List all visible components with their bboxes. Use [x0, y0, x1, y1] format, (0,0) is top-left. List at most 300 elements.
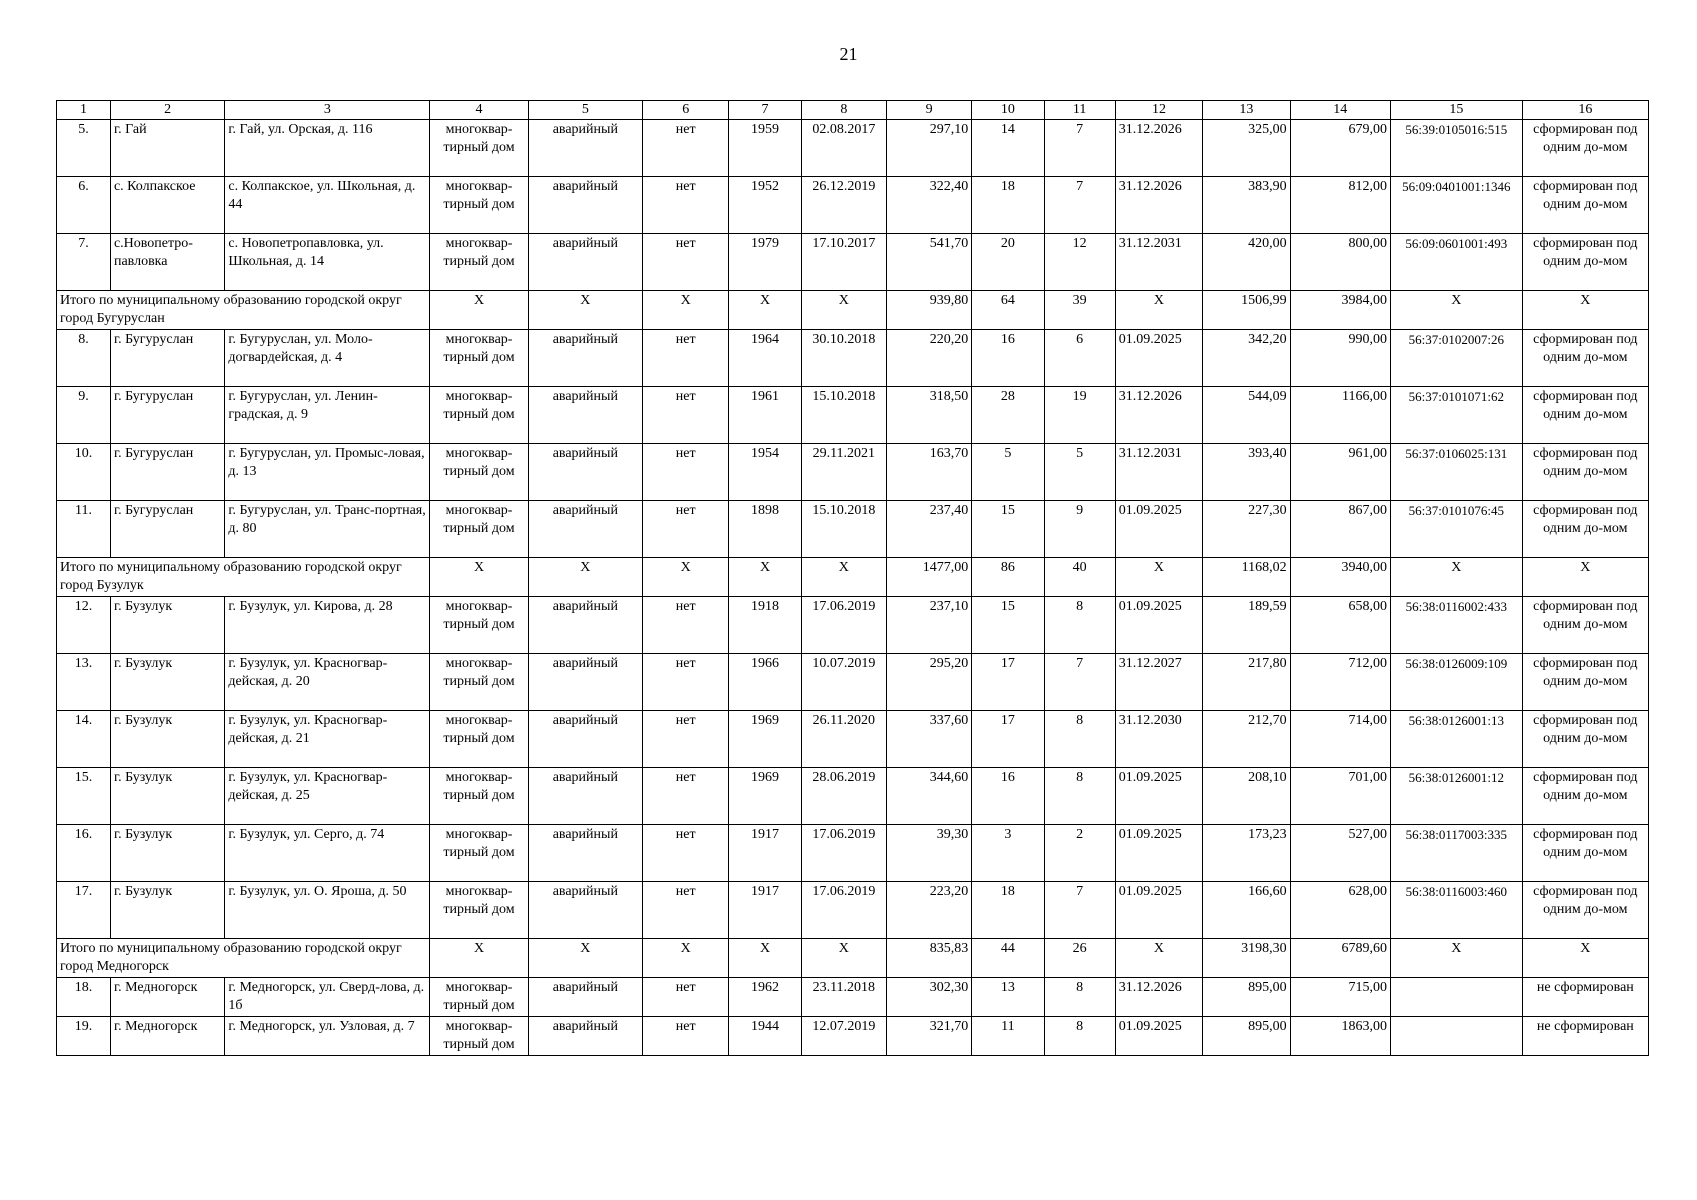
building-type-cell: многоквар-тирный дом: [430, 501, 528, 558]
subtotal-column-11-cell: 26: [1044, 939, 1115, 978]
settlement-cell: г. Бузулук: [110, 597, 224, 654]
recognition-date-cell: 17.10.2017: [801, 234, 886, 291]
column-6-cell: нет: [643, 711, 729, 768]
condition-cell: аварийный: [528, 768, 642, 825]
column-11-cell: 7: [1044, 120, 1115, 177]
column-13-cell: 544,09: [1203, 387, 1290, 444]
column-14-cell: 527,00: [1290, 825, 1390, 882]
x-mark-cell: X: [643, 558, 729, 597]
address-cell: г. Бузулук, ул. Красногвар-дейская, д. 21: [225, 711, 430, 768]
address-cell: с. Колпакское, ул. Школьная, д. 44: [225, 177, 430, 234]
land-status-cell: сформирован под одним до-мом: [1522, 882, 1648, 939]
column-13-cell: 420,00: [1203, 234, 1290, 291]
settlement-cell: г. Бузулук: [110, 882, 224, 939]
building-type-cell: многоквар-тирный дом: [430, 711, 528, 768]
land-status-cell: сформирован под одним до-мом: [1522, 387, 1648, 444]
row-number-cell: 19.: [57, 1017, 111, 1056]
column-11-cell: 8: [1044, 1017, 1115, 1056]
x-mark-cell: X: [729, 291, 801, 330]
row-number-cell: 6.: [57, 177, 111, 234]
column-11-cell: 12: [1044, 234, 1115, 291]
column-11-cell: 2: [1044, 825, 1115, 882]
x-mark-cell: X: [1115, 291, 1202, 330]
year-cell: 1966: [729, 654, 801, 711]
column-number-cell: 2: [110, 101, 224, 120]
column-14-cell: 961,00: [1290, 444, 1390, 501]
column-10-cell: 18: [972, 882, 1044, 939]
address-cell: г. Медногорск, ул. Сверд-лова, д. 1б: [225, 978, 430, 1017]
land-status-cell: не сформирован: [1522, 1017, 1648, 1056]
area-cell: 321,70: [886, 1017, 971, 1056]
column-6-cell: нет: [643, 387, 729, 444]
column-14-cell: 800,00: [1290, 234, 1390, 291]
condition-cell: аварийный: [528, 387, 642, 444]
table-row: [57, 768, 1649, 825]
column-6-cell: нет: [643, 978, 729, 1017]
column-6-cell: нет: [643, 501, 729, 558]
condition-cell: аварийный: [528, 654, 642, 711]
recognition-date-cell: 26.11.2020: [801, 711, 886, 768]
table-row: [57, 387, 1649, 444]
condition-cell: аварийный: [528, 825, 642, 882]
row-number-cell: 8.: [57, 330, 111, 387]
condition-cell: аварийный: [528, 234, 642, 291]
building-type-cell: многоквар-тирный дом: [430, 234, 528, 291]
cadastral-number-cell: 56:38:0126001:12: [1390, 768, 1522, 825]
area-cell: 297,10: [886, 120, 971, 177]
row-number-cell: 13.: [57, 654, 111, 711]
year-cell: 1944: [729, 1017, 801, 1056]
x-mark-cell: X: [528, 558, 642, 597]
column-10-cell: 28: [972, 387, 1044, 444]
table-row: [57, 501, 1649, 558]
column-6-cell: нет: [643, 444, 729, 501]
table-row: [57, 978, 1649, 1017]
deadline-cell: 01.09.2025: [1115, 1017, 1202, 1056]
settlement-cell: г. Медногорск: [110, 1017, 224, 1056]
column-14-cell: 658,00: [1290, 597, 1390, 654]
settlement-cell: г. Бузулук: [110, 825, 224, 882]
deadline-cell: 01.09.2025: [1115, 501, 1202, 558]
area-cell: 39,30: [886, 825, 971, 882]
subtotal-area-cell: 835,83: [886, 939, 971, 978]
table-row: [57, 825, 1649, 882]
housing-register-table: [56, 100, 1649, 1056]
subtotal-area-cell: 939,80: [886, 291, 971, 330]
condition-cell: аварийный: [528, 501, 642, 558]
column-10-cell: 11: [972, 1017, 1044, 1056]
area-cell: 344,60: [886, 768, 971, 825]
deadline-cell: 31.12.2026: [1115, 387, 1202, 444]
recognition-date-cell: 17.06.2019: [801, 825, 886, 882]
subtotal-column-13-cell: 3198,30: [1203, 939, 1290, 978]
subtotal-column-10-cell: 64: [972, 291, 1044, 330]
subtotal-row: [57, 558, 1649, 597]
column-10-cell: 17: [972, 654, 1044, 711]
x-mark-cell: X: [1522, 939, 1648, 978]
column-13-cell: 227,30: [1203, 501, 1290, 558]
land-status-cell: сформирован под одним до-мом: [1522, 444, 1648, 501]
cadastral-number-cell: 56:37:0106025:131: [1390, 444, 1522, 501]
column-number-cell: 15: [1390, 101, 1522, 120]
column-10-cell: 15: [972, 501, 1044, 558]
column-number-cell: 7: [729, 101, 801, 120]
address-cell: г. Медногорск, ул. Узловая, д. 7: [225, 1017, 430, 1056]
column-10-cell: 16: [972, 330, 1044, 387]
column-11-cell: 19: [1044, 387, 1115, 444]
deadline-cell: 01.09.2025: [1115, 825, 1202, 882]
column-6-cell: нет: [643, 825, 729, 882]
subtotal-column-14-cell: 3984,00: [1290, 291, 1390, 330]
condition-cell: аварийный: [528, 444, 642, 501]
condition-cell: аварийный: [528, 597, 642, 654]
cadastral-number-cell: 56:09:0601001:493: [1390, 234, 1522, 291]
year-cell: 1954: [729, 444, 801, 501]
x-mark-cell: X: [729, 939, 801, 978]
column-6-cell: нет: [643, 177, 729, 234]
column-11-cell: 6: [1044, 330, 1115, 387]
column-6-cell: нет: [643, 120, 729, 177]
recognition-date-cell: 26.12.2019: [801, 177, 886, 234]
subtotal-column-10-cell: 44: [972, 939, 1044, 978]
x-mark-cell: X: [801, 558, 886, 597]
recognition-date-cell: 10.07.2019: [801, 654, 886, 711]
settlement-cell: г. Бузулук: [110, 768, 224, 825]
recognition-date-cell: 12.07.2019: [801, 1017, 886, 1056]
area-cell: 237,10: [886, 597, 971, 654]
x-mark-cell: X: [1390, 558, 1522, 597]
building-type-cell: многоквар-тирный дом: [430, 654, 528, 711]
year-cell: 1962: [729, 978, 801, 1017]
building-type-cell: многоквар-тирный дом: [430, 387, 528, 444]
subtotal-column-10-cell: 86: [972, 558, 1044, 597]
x-mark-cell: X: [430, 291, 528, 330]
column-6-cell: нет: [643, 654, 729, 711]
deadline-cell: 01.09.2025: [1115, 330, 1202, 387]
area-cell: 318,50: [886, 387, 971, 444]
cadastral-number-cell: 56:37:0101076:45: [1390, 501, 1522, 558]
subtotal-row: [57, 291, 1649, 330]
x-mark-cell: X: [528, 939, 642, 978]
address-cell: г. Бузулук, ул. Красногвар-дейская, д. 20: [225, 654, 430, 711]
subtotal-row: [57, 939, 1649, 978]
column-13-cell: 166,60: [1203, 882, 1290, 939]
land-status-cell: сформирован под одним до-мом: [1522, 654, 1648, 711]
table-row: [57, 1017, 1649, 1056]
row-number-cell: 5.: [57, 120, 111, 177]
area-cell: 322,40: [886, 177, 971, 234]
settlement-cell: г. Бузулук: [110, 654, 224, 711]
cadastral-number-cell: 56:09:0401001:1346: [1390, 177, 1522, 234]
recognition-date-cell: 17.06.2019: [801, 597, 886, 654]
column-13-cell: 325,00: [1203, 120, 1290, 177]
cadastral-number-cell: 56:39:0105016:515: [1390, 120, 1522, 177]
column-10-cell: 16: [972, 768, 1044, 825]
column-10-cell: 13: [972, 978, 1044, 1017]
x-mark-cell: X: [1115, 558, 1202, 597]
land-status-cell: сформирован под одним до-мом: [1522, 120, 1648, 177]
x-mark-cell: X: [643, 291, 729, 330]
column-14-cell: 712,00: [1290, 654, 1390, 711]
column-10-cell: 3: [972, 825, 1044, 882]
recognition-date-cell: 30.10.2018: [801, 330, 886, 387]
x-mark-cell: X: [1115, 939, 1202, 978]
row-number-cell: 9.: [57, 387, 111, 444]
address-cell: г. Бугуруслан, ул. Транс-портная, д. 80: [225, 501, 430, 558]
settlement-cell: г. Медногорск: [110, 978, 224, 1017]
building-type-cell: многоквар-тирный дом: [430, 330, 528, 387]
deadline-cell: 31.12.2030: [1115, 711, 1202, 768]
x-mark-cell: X: [1522, 291, 1648, 330]
year-cell: 1917: [729, 825, 801, 882]
condition-cell: аварийный: [528, 1017, 642, 1056]
land-status-cell: сформирован под одним до-мом: [1522, 330, 1648, 387]
building-type-cell: многоквар-тирный дом: [430, 978, 528, 1017]
column-6-cell: нет: [643, 882, 729, 939]
land-status-cell: не сформирован: [1522, 978, 1648, 1017]
column-10-cell: 14: [972, 120, 1044, 177]
area-cell: 223,20: [886, 882, 971, 939]
year-cell: 1917: [729, 882, 801, 939]
row-number-cell: 16.: [57, 825, 111, 882]
deadline-cell: 31.12.2026: [1115, 177, 1202, 234]
deadline-cell: 31.12.2026: [1115, 978, 1202, 1017]
x-mark-cell: X: [430, 558, 528, 597]
land-status-cell: сформирован под одним до-мом: [1522, 768, 1648, 825]
land-status-cell: сформирован под одним до-мом: [1522, 177, 1648, 234]
x-mark-cell: X: [1522, 558, 1648, 597]
column-number-cell: 11: [1044, 101, 1115, 120]
cadastral-number-cell: 56:38:0117003:335: [1390, 825, 1522, 882]
land-status-cell: сформирован под одним до-мом: [1522, 234, 1648, 291]
column-6-cell: нет: [643, 597, 729, 654]
column-13-cell: 393,40: [1203, 444, 1290, 501]
area-cell: 220,20: [886, 330, 971, 387]
recognition-date-cell: 15.10.2018: [801, 387, 886, 444]
column-14-cell: 812,00: [1290, 177, 1390, 234]
land-status-cell: сформирован под одним до-мом: [1522, 597, 1648, 654]
recognition-date-cell: 15.10.2018: [801, 501, 886, 558]
column-14-cell: 628,00: [1290, 882, 1390, 939]
year-cell: 1964: [729, 330, 801, 387]
column-number-cell: 6: [643, 101, 729, 120]
column-6-cell: нет: [643, 330, 729, 387]
table-row: [57, 654, 1649, 711]
column-number-cell: 9: [886, 101, 971, 120]
cadastral-number-cell: 56:37:0102007:26: [1390, 330, 1522, 387]
address-cell: г. Бузулук, ул. Кирова, д. 28: [225, 597, 430, 654]
cadastral-number-cell: 56:38:0126001:13: [1390, 711, 1522, 768]
subtotal-column-11-cell: 40: [1044, 558, 1115, 597]
settlement-cell: г. Бузулук: [110, 711, 224, 768]
condition-cell: аварийный: [528, 978, 642, 1017]
building-type-cell: многоквар-тирный дом: [430, 597, 528, 654]
deadline-cell: 01.09.2025: [1115, 768, 1202, 825]
x-mark-cell: X: [729, 558, 801, 597]
settlement-cell: г. Бугуруслан: [110, 387, 224, 444]
row-number-cell: 18.: [57, 978, 111, 1017]
cadastral-number-cell: 56:37:0101071:62: [1390, 387, 1522, 444]
settlement-cell: г. Гай: [110, 120, 224, 177]
subtotal-column-14-cell: 6789,60: [1290, 939, 1390, 978]
deadline-cell: 01.09.2025: [1115, 597, 1202, 654]
column-6-cell: нет: [643, 234, 729, 291]
subtotal-label-cell: Итого по муниципальному образованию городской округ город Бугуруслан: [57, 291, 430, 330]
condition-cell: аварийный: [528, 177, 642, 234]
condition-cell: аварийный: [528, 882, 642, 939]
subtotal-column-13-cell: 1506,99: [1203, 291, 1290, 330]
page-number: 21: [839, 44, 858, 64]
column-11-cell: 8: [1044, 597, 1115, 654]
x-mark-cell: X: [1390, 939, 1522, 978]
subtotal-column-13-cell: 1168,02: [1203, 558, 1290, 597]
settlement-cell: г. Бугуруслан: [110, 444, 224, 501]
year-cell: 1979: [729, 234, 801, 291]
subtotal-label-cell: Итого по муниципальному образованию городской округ город Медногорск: [57, 939, 430, 978]
area-cell: 163,70: [886, 444, 971, 501]
x-mark-cell: X: [801, 939, 886, 978]
area-cell: 237,40: [886, 501, 971, 558]
building-type-cell: многоквар-тирный дом: [430, 882, 528, 939]
column-13-cell: 208,10: [1203, 768, 1290, 825]
column-number-row: [57, 101, 1649, 120]
column-13-cell: 895,00: [1203, 1017, 1290, 1056]
row-number-cell: 10.: [57, 444, 111, 501]
column-13-cell: 383,90: [1203, 177, 1290, 234]
table-row: [57, 711, 1649, 768]
area-cell: 302,30: [886, 978, 971, 1017]
land-status-cell: сформирован под одним до-мом: [1522, 711, 1648, 768]
settlement-cell: с. Колпакское: [110, 177, 224, 234]
column-14-cell: 1166,00: [1290, 387, 1390, 444]
cadastral-number-cell: 56:38:0116002:433: [1390, 597, 1522, 654]
column-10-cell: 20: [972, 234, 1044, 291]
recognition-date-cell: 17.06.2019: [801, 882, 886, 939]
area-cell: 541,70: [886, 234, 971, 291]
table-row: [57, 330, 1649, 387]
row-number-cell: 11.: [57, 501, 111, 558]
row-number-cell: 17.: [57, 882, 111, 939]
area-cell: 295,20: [886, 654, 971, 711]
x-mark-cell: X: [801, 291, 886, 330]
column-14-cell: 701,00: [1290, 768, 1390, 825]
condition-cell: аварийный: [528, 120, 642, 177]
year-cell: 1961: [729, 387, 801, 444]
column-number-cell: 8: [801, 101, 886, 120]
recognition-date-cell: 29.11.2021: [801, 444, 886, 501]
column-10-cell: 15: [972, 597, 1044, 654]
column-number-cell: 4: [430, 101, 528, 120]
condition-cell: аварийный: [528, 711, 642, 768]
row-number-cell: 7.: [57, 234, 111, 291]
address-cell: г. Бугуруслан, ул. Моло-догвардейская, д. 4: [225, 330, 430, 387]
column-11-cell: 5: [1044, 444, 1115, 501]
column-11-cell: 9: [1044, 501, 1115, 558]
column-number-cell: 1: [57, 101, 111, 120]
year-cell: 1952: [729, 177, 801, 234]
year-cell: 1969: [729, 711, 801, 768]
address-cell: г. Бузулук, ул. Серго, д. 74: [225, 825, 430, 882]
column-number-cell: 10: [972, 101, 1044, 120]
column-11-cell: 7: [1044, 882, 1115, 939]
year-cell: 1969: [729, 768, 801, 825]
column-13-cell: 173,23: [1203, 825, 1290, 882]
building-type-cell: многоквар-тирный дом: [430, 1017, 528, 1056]
column-14-cell: 714,00: [1290, 711, 1390, 768]
column-number-cell: 13: [1203, 101, 1290, 120]
column-13-cell: 189,59: [1203, 597, 1290, 654]
address-cell: г. Бузулук, ул. О. Яроша, д. 50: [225, 882, 430, 939]
cadastral-number-cell: 56:38:0116003:460: [1390, 882, 1522, 939]
column-10-cell: 17: [972, 711, 1044, 768]
column-14-cell: 990,00: [1290, 330, 1390, 387]
address-cell: г. Бугуруслан, ул. Ленин-градская, д. 9: [225, 387, 430, 444]
cadastral-number-cell: 56:38:0126009:109: [1390, 654, 1522, 711]
column-11-cell: 8: [1044, 978, 1115, 1017]
year-cell: 1959: [729, 120, 801, 177]
subtotal-area-cell: 1477,00: [886, 558, 971, 597]
building-type-cell: многоквар-тирный дом: [430, 177, 528, 234]
column-13-cell: 895,00: [1203, 978, 1290, 1017]
address-cell: с. Новопетропавловка, ул. Школьная, д. 14: [225, 234, 430, 291]
condition-cell: аварийный: [528, 330, 642, 387]
year-cell: 1898: [729, 501, 801, 558]
column-11-cell: 8: [1044, 768, 1115, 825]
table-row: [57, 120, 1649, 177]
recognition-date-cell: 02.08.2017: [801, 120, 886, 177]
deadline-cell: 01.09.2025: [1115, 882, 1202, 939]
column-13-cell: 212,70: [1203, 711, 1290, 768]
column-number-cell: 12: [1115, 101, 1202, 120]
column-11-cell: 7: [1044, 654, 1115, 711]
table-row: [57, 234, 1649, 291]
address-cell: г. Гай, ул. Орская, д. 116: [225, 120, 430, 177]
column-number-cell: 16: [1522, 101, 1648, 120]
column-13-cell: 342,20: [1203, 330, 1290, 387]
table-row: [57, 177, 1649, 234]
area-cell: 337,60: [886, 711, 971, 768]
column-number-cell: 3: [225, 101, 430, 120]
column-11-cell: 8: [1044, 711, 1115, 768]
deadline-cell: 31.12.2027: [1115, 654, 1202, 711]
column-number-cell: 14: [1290, 101, 1390, 120]
settlement-cell: г. Бугуруслан: [110, 330, 224, 387]
building-type-cell: многоквар-тирный дом: [430, 768, 528, 825]
settlement-cell: г. Бугуруслан: [110, 501, 224, 558]
column-number-cell: 5: [528, 101, 642, 120]
column-10-cell: 18: [972, 177, 1044, 234]
table-row: [57, 597, 1649, 654]
row-number-cell: 15.: [57, 768, 111, 825]
land-status-cell: сформирован под одним до-мом: [1522, 825, 1648, 882]
column-14-cell: 1863,00: [1290, 1017, 1390, 1056]
column-14-cell: 715,00: [1290, 978, 1390, 1017]
column-11-cell: 7: [1044, 177, 1115, 234]
column-6-cell: нет: [643, 768, 729, 825]
recognition-date-cell: 28.06.2019: [801, 768, 886, 825]
address-cell: г. Бугуруслан, ул. Промыс-ловая, д. 13: [225, 444, 430, 501]
land-status-cell: сформирован под одним до-мом: [1522, 501, 1648, 558]
column-10-cell: 5: [972, 444, 1044, 501]
x-mark-cell: X: [528, 291, 642, 330]
x-mark-cell: X: [1390, 291, 1522, 330]
building-type-cell: многоквар-тирный дом: [430, 825, 528, 882]
table-row: [57, 882, 1649, 939]
x-mark-cell: X: [430, 939, 528, 978]
building-type-cell: многоквар-тирный дом: [430, 120, 528, 177]
column-14-cell: 867,00: [1290, 501, 1390, 558]
recognition-date-cell: 23.11.2018: [801, 978, 886, 1017]
